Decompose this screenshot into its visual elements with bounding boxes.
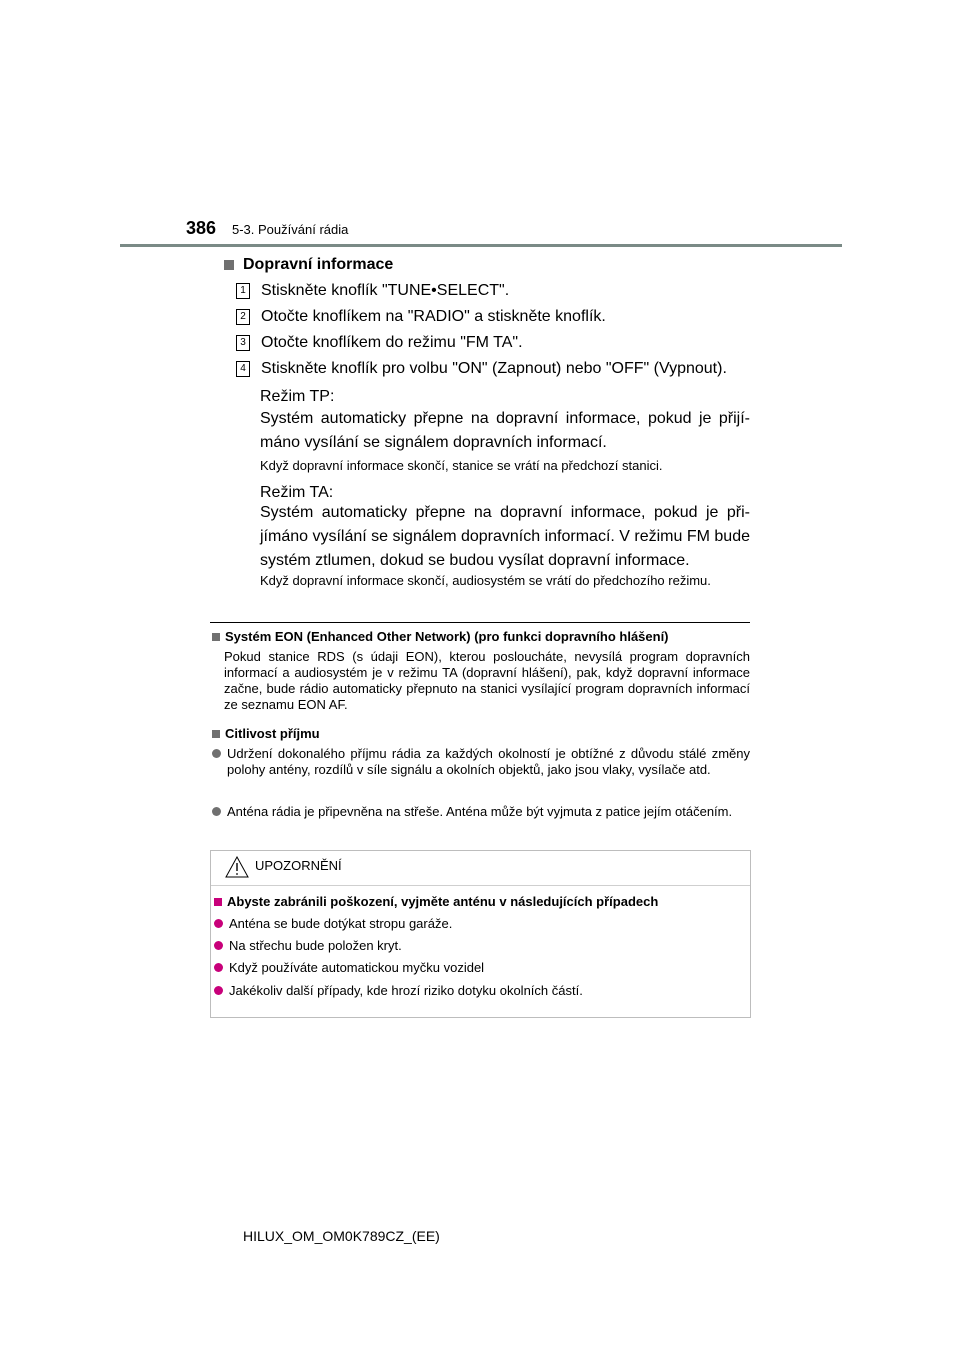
- step-number: 2: [236, 309, 250, 325]
- warning-item: [214, 938, 402, 953]
- step-text: Otočte knoflíkem do režimu "FM TA".: [261, 334, 523, 351]
- warning-item-text: Anténa se bude dotýkat stropu garáže.: [229, 916, 453, 931]
- warning-header: [211, 851, 750, 886]
- section-title: 5-3. Používání rádia: [232, 222, 349, 237]
- warning-item-text: Když používáte automatickou myčku vozidel: [229, 960, 485, 975]
- section-heading: [224, 256, 393, 274]
- circle-bullet-icon: [212, 807, 221, 816]
- eon-heading-text: Systém EON (Enhanced Other Network) (pro funkci dopravního hlášení): [225, 629, 669, 644]
- warning-subheading-text: Abyste zabránili poškození, vyjměte anténu v následujících případech: [227, 894, 659, 909]
- ta-mode-note: Když dopravní informace skončí, audiosystém se vrátí do předchozího režimu.: [260, 573, 711, 588]
- tp-mode-label: Režim TP:: [260, 388, 335, 405]
- circle-bullet-icon: [214, 963, 223, 972]
- square-bullet-icon: [214, 898, 222, 906]
- tp-mode-note: Když dopravní informace skončí, stanice se vrátí na předchozí stanici.: [260, 458, 663, 473]
- square-bullet-icon: [212, 633, 220, 641]
- page-number: 386: [186, 218, 217, 238]
- info-divider: [210, 622, 750, 623]
- step-text: Stiskněte knoflík "TUNE•SELECT".: [261, 282, 510, 299]
- warning-item: [214, 960, 484, 975]
- circle-bullet-icon: [214, 986, 223, 995]
- list-item-text: Anténa rádia je připevněna na střeše. Anténa může být vyjmuta z patice jejím otáčením.: [227, 804, 733, 819]
- list-item: [212, 804, 750, 820]
- circle-bullet-icon: [212, 749, 221, 758]
- warning-item: [214, 983, 583, 998]
- reception-heading: [212, 726, 320, 741]
- header-divider: [120, 244, 842, 247]
- step-text: Otočte knoflíkem na "RADIO" a stiskněte knoflík.: [261, 308, 606, 325]
- reception-heading-text: Citlivost příjmu: [225, 726, 320, 741]
- document-code: HILUX_OM_OM0K789CZ_(EE): [243, 1228, 440, 1244]
- square-bullet-icon: [224, 260, 234, 270]
- ta-mode-text: Systém automaticky přepne na dopravní informace, pokud je přijímáno vysílání se signálem dopravních informací. V režimu FM bude systém ztlumen, dokud se budou vysílat dopravní informace.: [260, 504, 750, 569]
- step-number: 4: [236, 361, 250, 377]
- step-number: 3: [236, 335, 250, 351]
- warning-subheading: [214, 894, 658, 909]
- eon-text: Pokud stanice RDS (s údaji EON), kterou posloucháte, nevysílá program dopravních informací a audiosystém je v režimu TA (dopravní hlášení), pak, když dopravní informace začne, bude rádio automaticky přepnuto na stanici vysílající program dopravních informací ze seznamu EON AF.: [224, 649, 750, 712]
- warning-item: [214, 916, 452, 931]
- tp-mode-text: Systém automaticky přepne na dopravní informace, pokud je přijímáno vysílání se signálem dopravních informací.: [260, 410, 750, 451]
- list-item-text: Udržení dokonalého příjmu rádia za každých okolností je obtížné z důvodu stálé změny polohy antény, rozdílů v síle signálu a okolních objektů, jako jsou vlaky, vysílače atd.: [227, 746, 750, 777]
- square-bullet-icon: [212, 730, 220, 738]
- warning-item-text: Na střechu bude položen kryt.: [229, 938, 402, 953]
- circle-bullet-icon: [214, 919, 223, 928]
- step-text: Stiskněte knoflík pro volbu "ON" (Zapnout) nebo "OFF" (Vypnout).: [261, 360, 727, 377]
- warning-label: UPOZORNĚNÍ: [255, 858, 342, 873]
- step-item: [236, 282, 509, 300]
- ta-mode-label: Režim TA:: [260, 484, 334, 501]
- list-item: [212, 746, 750, 778]
- step-item: [236, 308, 606, 326]
- warning-triangle-icon: [225, 856, 249, 878]
- step-item: [236, 334, 523, 352]
- eon-heading: [212, 629, 669, 644]
- step-item: [236, 360, 727, 378]
- circle-bullet-icon: [214, 941, 223, 950]
- warning-item-text: Jakékoliv další případy, kde hrozí riziko dotyku okolních částí.: [229, 983, 583, 998]
- step-number: 1: [236, 283, 250, 299]
- section-heading-text: Dopravní informace: [243, 256, 394, 273]
